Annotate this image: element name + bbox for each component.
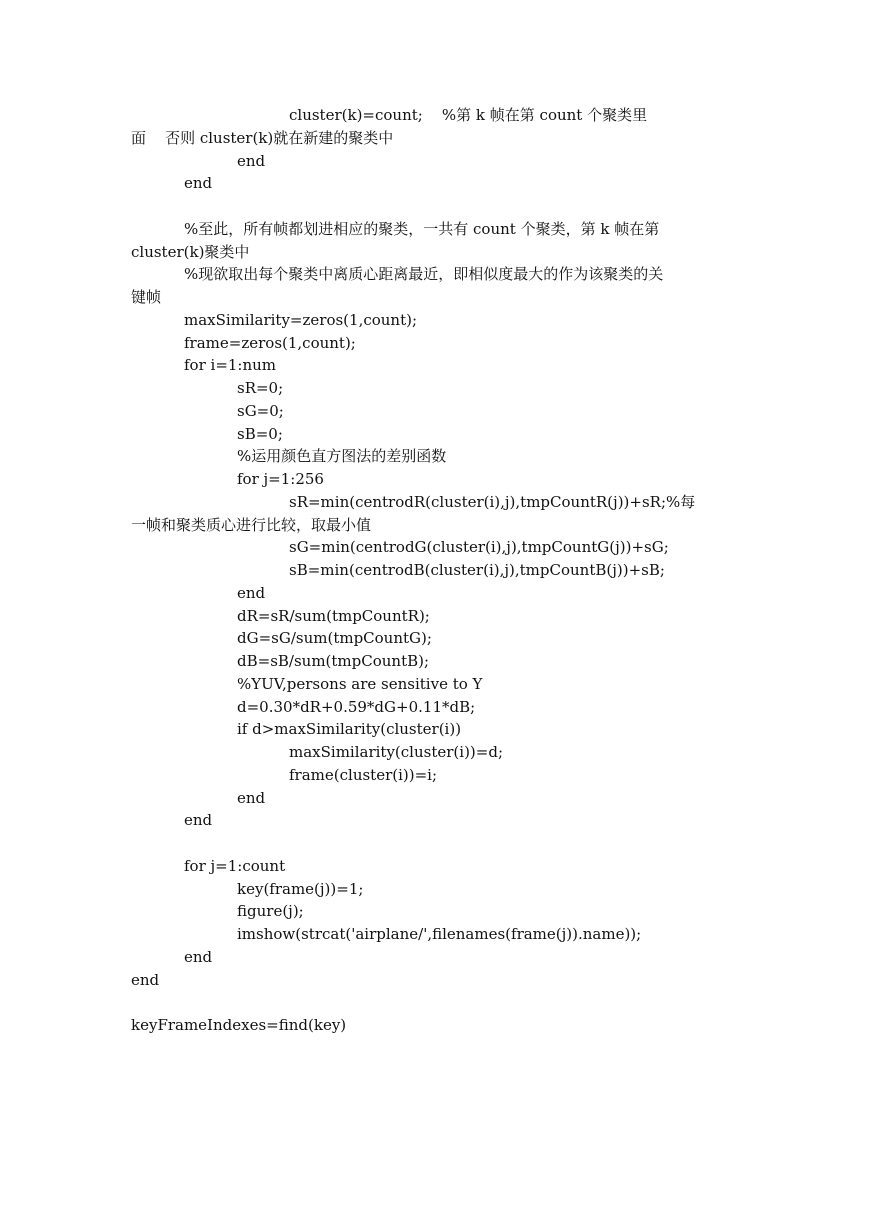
code-line: sR=min(centrodR(cluster(i),j),tmpCountR(j))+sR;%每 xyxy=(289,492,696,511)
code-line: sB=0; xyxy=(237,424,283,443)
code-line: end xyxy=(237,583,266,602)
code-line: 一帧和聚类质心进行比较，取最小值 xyxy=(131,515,372,534)
code-line: sR=0; xyxy=(237,379,284,397)
code-line: 面 否则 cluster(k)就在新建的聚类中 xyxy=(131,128,394,147)
code-line: frame=zeros(1,count); xyxy=(184,333,356,352)
code-line: end xyxy=(237,788,266,807)
code-line: if d>maxSimilarity(cluster(i)) xyxy=(237,720,462,739)
code-line: cluster(k)=count; %第 k 帧在第 count 个聚类里 xyxy=(289,106,648,124)
code-line: cluster(k)聚类中 xyxy=(131,242,250,261)
code-line: %至此，所有帧都划进相应的聚类，一共有 count 个聚类，第 k 帧在第 xyxy=(184,219,660,238)
code-line: end xyxy=(237,151,266,170)
code-line: 键帧 xyxy=(131,288,162,306)
code-line: keyFrameIndexes=find(key) xyxy=(131,1016,347,1034)
code-line: d=0.30*dR+0.59*dG+0.11*dB; xyxy=(237,697,476,716)
code-line: dR=sR/sum(tmpCountR); xyxy=(237,606,430,625)
code-line: end xyxy=(184,174,213,193)
code-line: dB=sB/sum(tmpCountB); xyxy=(237,652,430,670)
code-line: figure(j); xyxy=(237,902,304,921)
code-line: sG=0; xyxy=(237,401,284,420)
code-line: imshow(strcat('airplane/',filenames(frame(j)).name)); xyxy=(237,925,642,943)
code-line: %运用颜色直方图法的差别函数 xyxy=(237,447,447,466)
code-line: maxSimilarity=zeros(1,count); xyxy=(184,310,418,329)
code-line: end xyxy=(184,947,213,966)
code-line: %YUV,persons are sensitive to Y xyxy=(237,674,483,693)
code-line: end xyxy=(184,811,213,830)
blank-line xyxy=(131,991,751,1014)
code-listing xyxy=(131,104,751,1037)
code-line: for i=1:num xyxy=(184,356,277,375)
code-line: key(frame(j))=1; xyxy=(237,879,364,898)
code-line: %现欲取出每个聚类中离质心距离最近，即相似度最大的作为该聚类的关 xyxy=(184,265,664,284)
code-line: for j=1:count xyxy=(184,856,286,875)
code-line: maxSimilarity(cluster(i))=d; xyxy=(289,743,503,761)
code-line: sB=min(centrodB(cluster(i),j),tmpCountB(j))+sB; xyxy=(289,561,665,579)
code-line: for j=1:256 xyxy=(237,470,324,488)
blank-line xyxy=(131,832,751,855)
code-line: sG=min(centrodG(cluster(i),j),tmpCountG(j))+sG; xyxy=(289,538,669,557)
code-line: frame(cluster(i))=i; xyxy=(289,765,438,784)
code-line: end xyxy=(131,970,160,989)
blank-line xyxy=(131,195,751,218)
code-line: dG=sG/sum(tmpCountG); xyxy=(237,629,432,648)
